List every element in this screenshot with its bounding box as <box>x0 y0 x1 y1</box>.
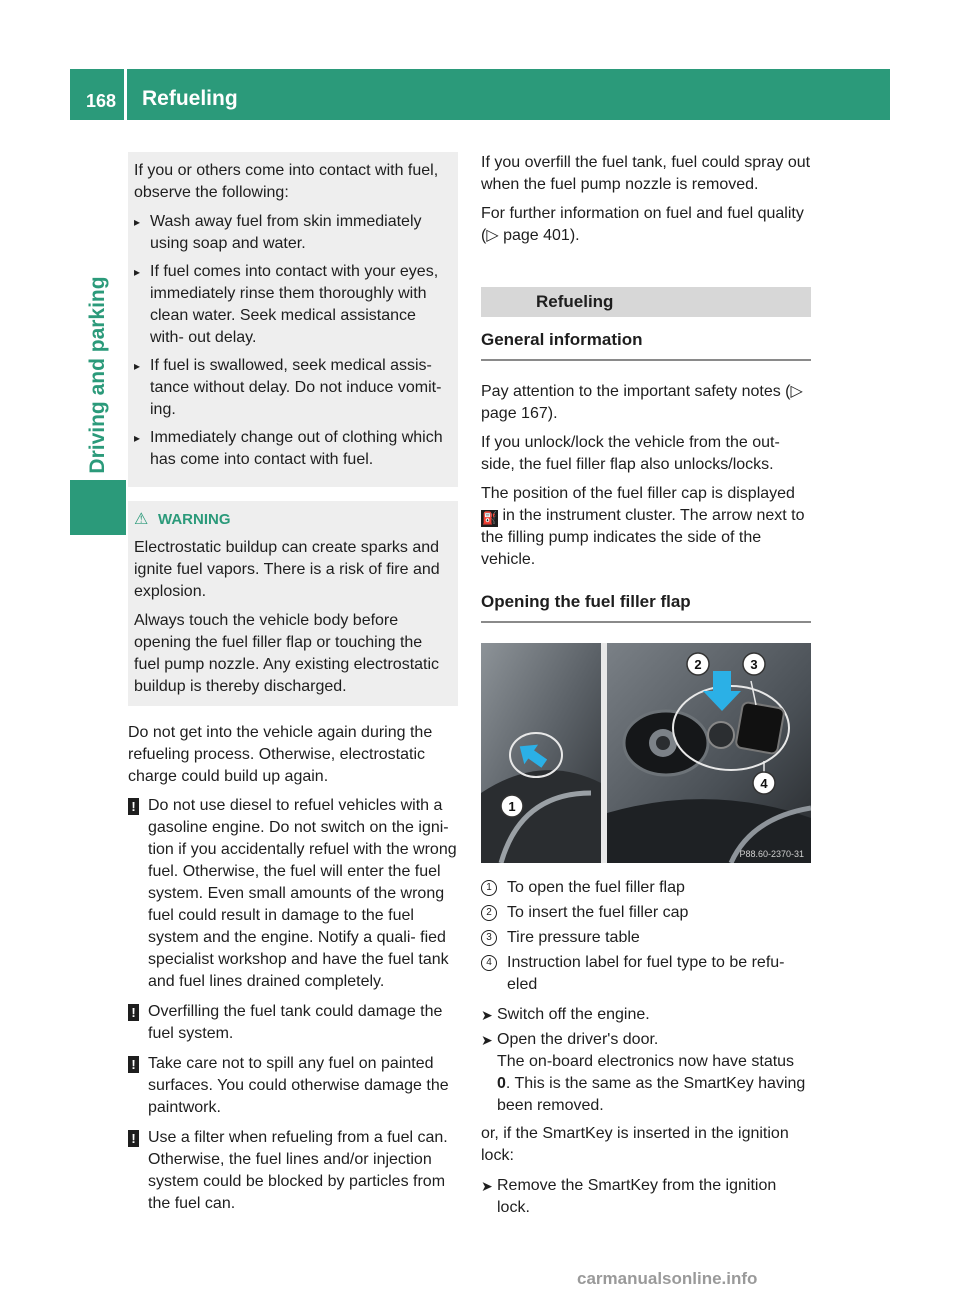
warning-text: Electrostatic buildup can create sparks and ignite fuel vapors. There is a risk of fire and explosion. <box>134 539 440 600</box>
body-paragraph: If you overfill the fuel tank, fuel could spray out when the fuel pump nozzle is removed. <box>481 154 811 193</box>
step-text: Open the driver's door. <box>497 1031 659 1048</box>
legend-number: 1 <box>481 880 497 896</box>
callout-2 <box>687 653 709 675</box>
general-info-heading: General information <box>481 329 811 361</box>
left-column <box>128 152 458 1223</box>
step-arrow-icon: ➤ <box>481 1032 493 1048</box>
notice-exclamation-icon: ! <box>128 1056 139 1073</box>
fuel-filler-figure <box>481 643 811 863</box>
fuel-contact-box <box>128 152 458 487</box>
notice-text: Use a filter when refueling from a fuel can. Otherwise, the fuel lines and/or injection system could be blocked by particles from the fuel can. <box>148 1129 448 1212</box>
callout-2-label: 2 <box>694 657 702 672</box>
fuel-contact-intro: If you or others come into contact with fuel, observe the following: <box>134 162 439 201</box>
fuel-contact-list <box>134 211 452 471</box>
step-arrow-icon: ➤ <box>481 1007 493 1023</box>
body-paragraph: Do not get into the vehicle again during the refueling process. Otherwise, electrostatic charge could build up again. <box>128 724 433 785</box>
legend-text: Instruction label for fuel type to be refu- eled <box>507 954 785 993</box>
body-paragraph: Pay attention to the important safety notes (▷ page 167). <box>481 383 803 422</box>
legend-number: 2 <box>481 905 497 921</box>
legend-text: Tire pressure table <box>507 929 640 946</box>
body-paragraph: or, if the SmartKey is inserted in the ignition lock: <box>481 1125 789 1164</box>
warning-triangle-icon: ⚠ <box>134 511 149 528</box>
body-paragraph <box>481 483 811 571</box>
side-tab <box>70 120 126 1220</box>
legend-item <box>481 927 811 949</box>
notice-exclamation-icon: ! <box>128 1130 139 1147</box>
opening-heading: Opening the fuel filler flap <box>481 591 811 623</box>
status-text: The on-board electronics now have status <box>497 1053 795 1070</box>
fuel-position-text: in the instrument cluster. The arrow next to the filling pump indicates the side of the vehicle. <box>481 507 805 568</box>
steps-list <box>481 1004 811 1117</box>
right-column <box>481 152 811 1225</box>
notice-text: Take care not to spill any fuel on painted surfaces. You could otherwise damage the paintwork. <box>148 1055 449 1116</box>
warning-text: Always touch the vehicle body before opening the fuel filler flap or touching the fuel pump nozzle. Any existing electrostatic buildup is thereby discharged. <box>134 612 440 695</box>
list-item: ▸ Wash away fuel from skin immediately using soap and water. <box>134 211 452 255</box>
fuel-filler-illustration <box>481 643 811 863</box>
notice <box>128 1053 458 1119</box>
callout-4-label: 4 <box>760 776 768 791</box>
step-item <box>481 1175 811 1219</box>
notice-text: Do not use diesel to refuel vehicles with a gasoline engine. Do not switch on the igni- tion if you accidentally refuel with the wrong fuel. Otherwise, the fuel will enter the fuel system. Even small amounts of the wrong fuel could result in damage to the fuel system and the engine. Notify a quali- fied specialist workshop and have the fuel tank and fuel lines drained completely. <box>148 797 457 990</box>
chapter-title: Refueling <box>142 87 238 110</box>
warning-title: WARNING <box>158 511 231 528</box>
step-item <box>481 1004 811 1026</box>
callout-1-label: 1 <box>508 799 516 814</box>
step-item <box>481 1029 811 1117</box>
side-tab-marker <box>70 480 126 535</box>
legend-text: To open the fuel filler flap <box>507 879 685 896</box>
warning-heading <box>134 509 452 531</box>
body-paragraph: If you unlock/lock the vehicle from the out- side, the fuel filler flap also unlocks/locks. <box>481 434 780 473</box>
header-divider <box>124 69 127 120</box>
list-item: ▸ If fuel is swallowed, seek medical assis- tance without delay. Do not induce vomit- ing. <box>134 355 452 421</box>
section-title: Refueling <box>481 287 811 317</box>
warning-box <box>128 501 458 706</box>
page-number: 168 <box>86 91 117 111</box>
status-text: . This is the same as the SmartKey having been removed. <box>497 1075 806 1114</box>
list-item: ▸ If fuel comes into contact with your eyes, immediately rinse them thoroughly with clean water. Seek medical assistance with- out delay. <box>134 261 452 349</box>
callout-3-label: 3 <box>750 657 758 672</box>
status-value: 0 <box>497 1075 506 1092</box>
legend-item <box>481 902 811 924</box>
notice <box>128 1001 458 1045</box>
callout-1 <box>501 795 523 817</box>
notice-exclamation-icon: ! <box>128 798 139 815</box>
legend-item <box>481 877 811 899</box>
callout-4 <box>753 772 775 794</box>
fuel-pump-icon: ⛽ <box>482 511 497 525</box>
notice <box>128 795 458 993</box>
callout-3 <box>743 653 765 675</box>
legend-number: 4 <box>481 955 497 971</box>
legend-number: 3 <box>481 930 497 946</box>
watermark: carmanualsonline.info <box>577 1269 758 1288</box>
list-item: ▸ Immediately change out of clothing which has come into contact with fuel. <box>134 427 452 471</box>
fuel-position-text: The position of the fuel filler cap is displayed <box>481 485 795 502</box>
side-tab-label: Driving and parking <box>86 276 109 474</box>
steps-list <box>481 1175 811 1219</box>
notice-exclamation-icon: ! <box>128 1004 139 1021</box>
body-paragraph: For further information on fuel and fuel quality (▷ page 401). <box>481 205 804 244</box>
page-header <box>70 69 890 120</box>
notice-text: Overfilling the fuel tank could damage the fuel system. <box>148 1003 443 1042</box>
step-text: Switch off the engine. <box>497 1006 650 1023</box>
figure-legend <box>481 877 811 996</box>
notice <box>128 1127 458 1215</box>
step-text: Remove the SmartKey from the ignition lock. <box>497 1177 777 1216</box>
legend-text: To insert the fuel filler cap <box>507 904 689 921</box>
figure-code: P88.60-2370-31 <box>739 849 804 859</box>
legend-item <box>481 952 811 996</box>
step-arrow-icon: ➤ <box>481 1178 493 1194</box>
